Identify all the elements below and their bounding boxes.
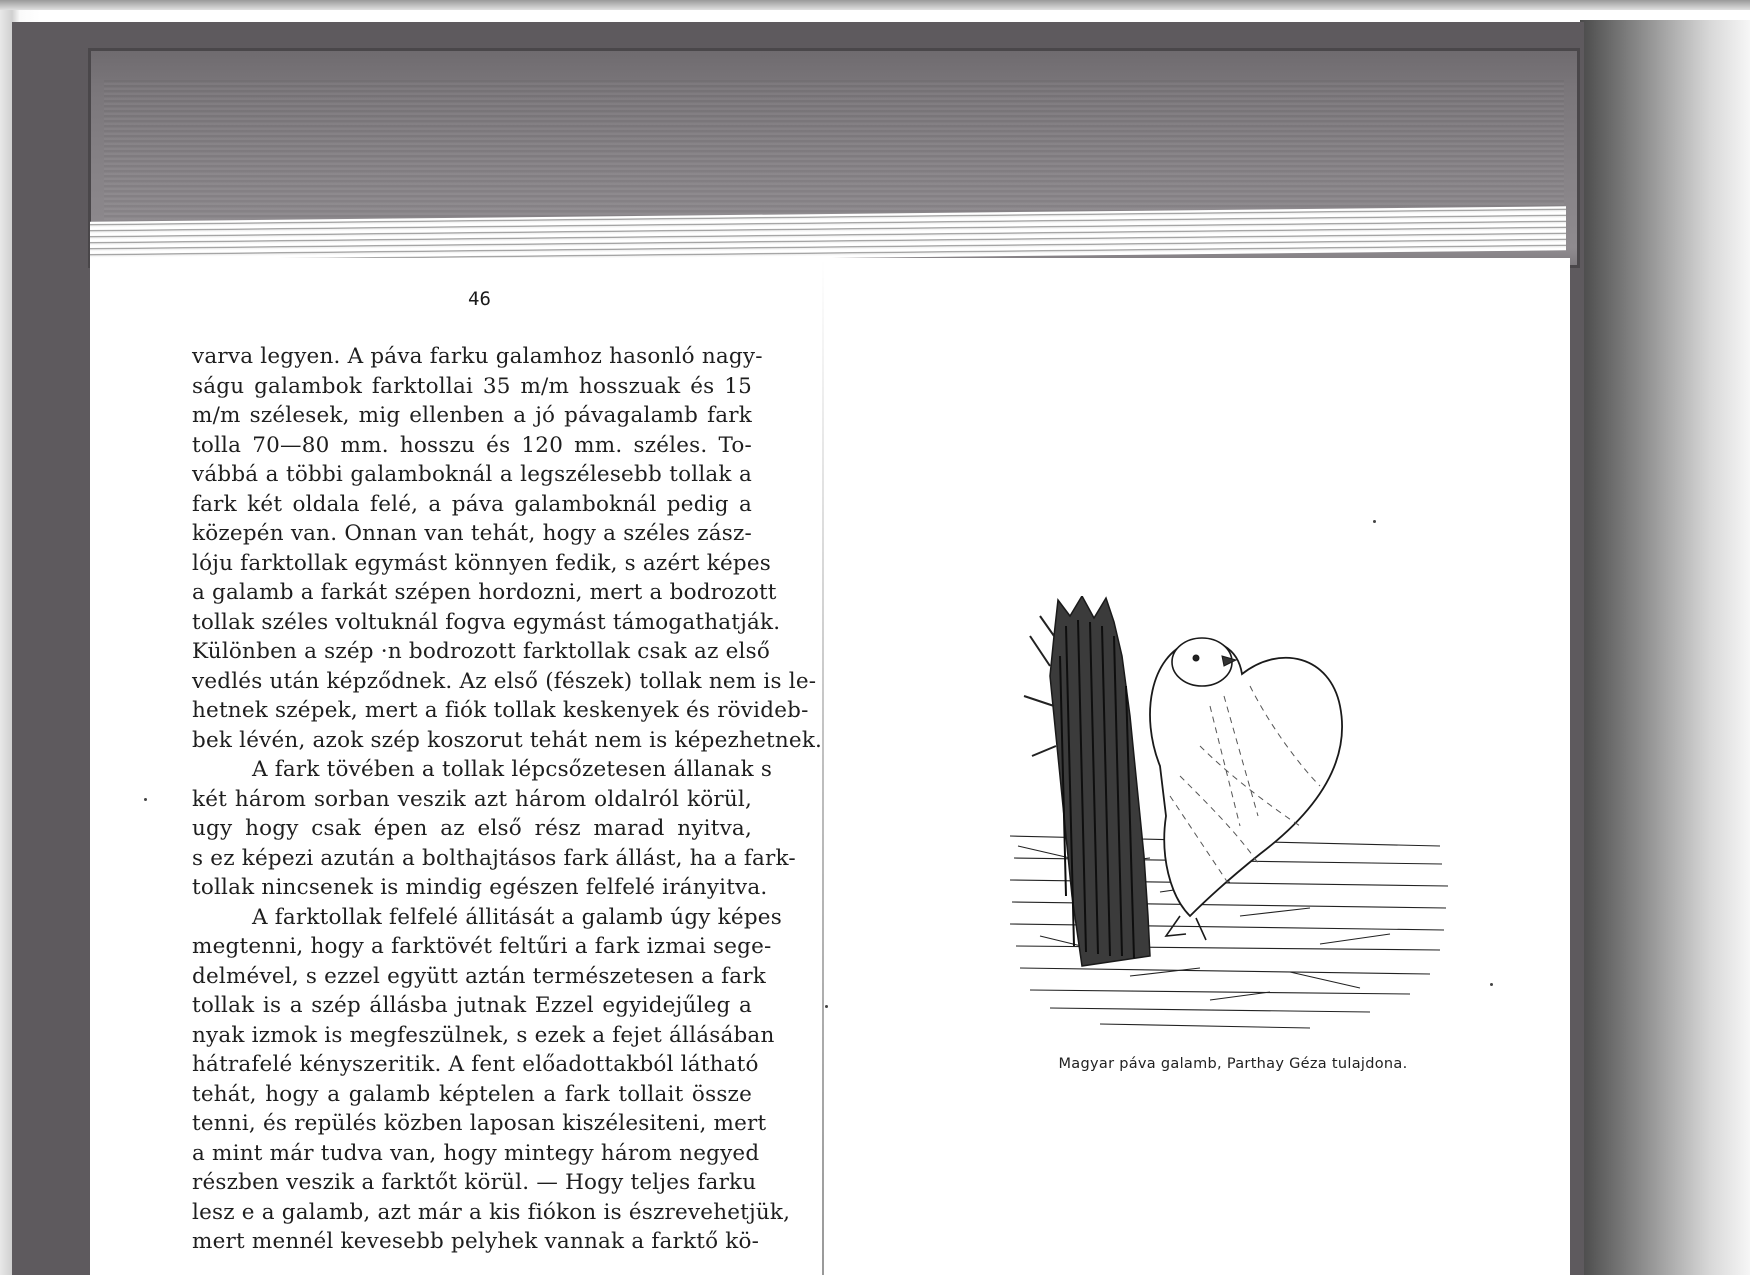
text-line: megtenni, hogy a farktövét feltűri a fark izmai sege- bbox=[192, 934, 772, 959]
text-line: A fark tövében a tollak lépcsőzetesen állanak s bbox=[252, 757, 773, 782]
text-line: fark két oldala felé, a páva galamboknál pedig a bbox=[192, 491, 752, 517]
text-line: tehát, hogy a galamb képtelen a fark tollait össze bbox=[192, 1081, 752, 1107]
text-line: bek lévén, azok szép koszorut tehát nem is képezhetnek. bbox=[192, 727, 823, 753]
figure-caption: Magyar páva galamb, Parthay Géza tulajdona. bbox=[1058, 1056, 1408, 1072]
text-line: Különben a szép ·n bodrozott farktollak csak az első bbox=[192, 639, 771, 664]
text-line: A farktollak felfelé állitását a galamb úgy képes bbox=[252, 904, 782, 930]
text-line: m/m szélesek, mig ellenben a jó pávagalamb fark bbox=[192, 403, 752, 428]
pigeon-body bbox=[1150, 638, 1342, 940]
text-line: két három sorban veszik azt három oldalról körül, bbox=[192, 786, 752, 812]
text-line: részben veszik a farktőt körül. — Hogy teljes farku bbox=[192, 1170, 757, 1195]
page-number: 46 bbox=[468, 288, 491, 310]
page-gutter bbox=[822, 258, 824, 1275]
text-line: hátrafelé kényszeritik. A fent előadottakból látható bbox=[192, 1052, 759, 1077]
text-line: hetnek szépek, mert a fiók tollak keskenyek és rövideb- bbox=[192, 698, 809, 723]
scan-right-shadow bbox=[1580, 20, 1750, 1275]
scan-speck bbox=[1373, 520, 1376, 523]
body-text bbox=[192, 342, 823, 1257]
text-line: tolla 70—80 mm. hosszu és 120 mm. széles. To- bbox=[192, 432, 752, 458]
text-line: a mint már tudva van, hogy mintegy három negyed bbox=[192, 1140, 760, 1166]
text-line: lesz e a galamb, azt már a kis fiókon is észrevehetjük, bbox=[192, 1199, 791, 1225]
scan-speck bbox=[1490, 983, 1493, 986]
text-line: s ez képezi azután a bolthajtásos fark állást, ha a fark- bbox=[192, 845, 796, 871]
text-line: lóju farktollak egymást könnyen fedik, s azért képes bbox=[192, 550, 772, 576]
text-line: mert mennél kevesebb pelyhek vannak a farktő kö- bbox=[192, 1229, 760, 1254]
text-line: ugy hogy csak épen az első rész marad nyitva, bbox=[192, 816, 752, 841]
text-line: közepén van. Onnan van tehát, hogy a széles zász- bbox=[192, 521, 752, 546]
text-line: varva legyen. A páva farku galamhoz hasonló nagy- bbox=[192, 344, 763, 369]
text-line: tollak széles voltuknál fogva egymást támogathatják. bbox=[192, 609, 781, 635]
tree-stump bbox=[1024, 596, 1150, 966]
cover-texture bbox=[104, 80, 1564, 220]
text-line: tenni, és repülés közben laposan kiszélesiteni, mert bbox=[192, 1111, 767, 1136]
scan-speck bbox=[825, 1005, 828, 1008]
scan-speck bbox=[144, 798, 147, 801]
text-line: tollak nincsenek is mindig egészen felfelé irányitva. bbox=[192, 875, 768, 900]
pigeon-illustration bbox=[1010, 596, 1450, 1044]
text-line: nyak izmok is megfeszülnek, s ezek a fejet állásában bbox=[192, 1022, 775, 1048]
text-line: ságu galambok farktollai 35 m/m hosszuak és 15 bbox=[192, 373, 752, 399]
text-line: vábbá a többi galamboknál a legszélesebb tollak a bbox=[192, 462, 752, 487]
text-line: delmével, s ezzel együtt aztán természetesen a fark bbox=[192, 963, 767, 989]
text-line: vedlés után képződnek. Az első (fészek) tollak nem is le- bbox=[192, 668, 817, 694]
text-line: a galamb a farkát szépen hordozni, mert a bodrozott bbox=[192, 580, 777, 605]
scan-top-strip bbox=[0, 0, 1750, 10]
text-line: tollak is a szép állásba jutnak Ezzel egyidejűleg a bbox=[192, 993, 752, 1018]
